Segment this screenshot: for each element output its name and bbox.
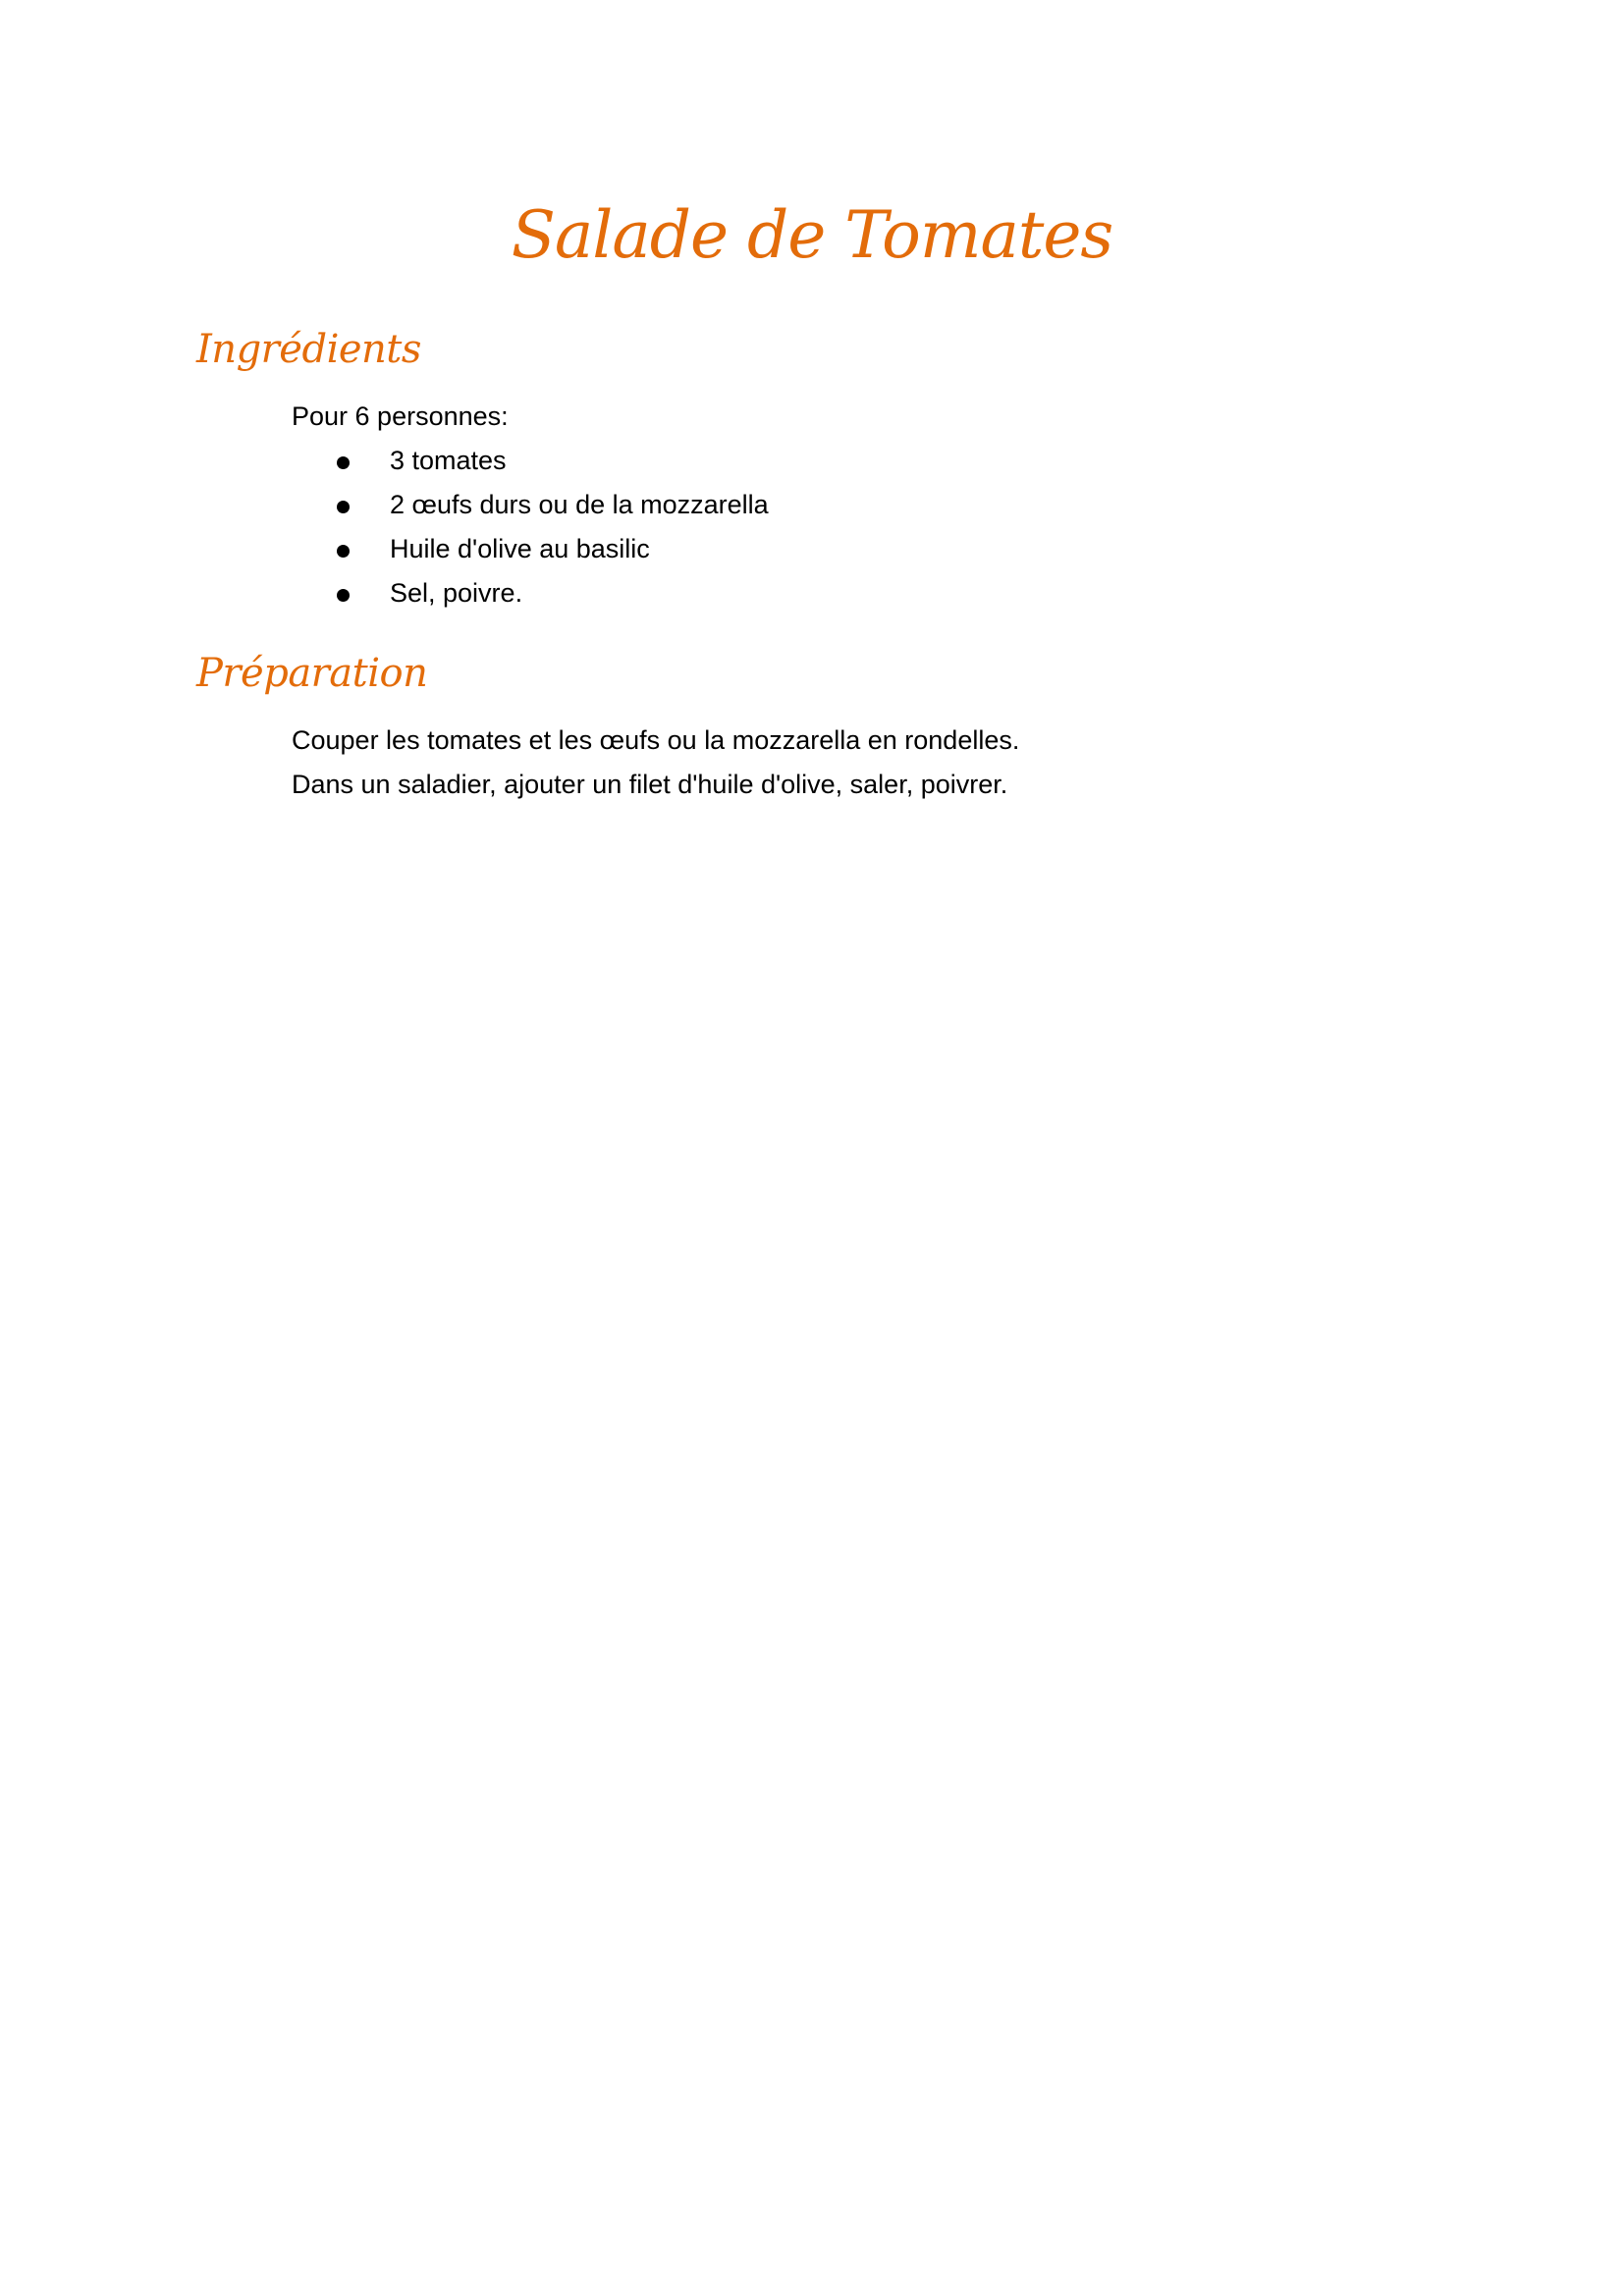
recipe-title: Salade de Tomates — [511, 197, 1113, 273]
ingredient-label: Huile d'olive au basilic — [390, 534, 650, 563]
preparation-heading: Préparation — [196, 651, 428, 696]
ingredients-heading: Ingrédients — [196, 327, 421, 372]
preparation-step: Dans un saladier, ajouter un filet d'huile d'olive, saler, poivrer. — [292, 770, 1008, 799]
servings-text: Pour 6 personnes: — [292, 401, 509, 431]
bullet-icon — [337, 501, 350, 513]
ingredient-label: Sel, poivre. — [390, 578, 523, 608]
bullet-icon — [337, 589, 350, 602]
ingredient-label: 2 œufs durs ou de la mozzarella — [390, 490, 769, 519]
ingredient-label: 3 tomates — [390, 446, 507, 475]
bullet-icon — [337, 456, 350, 469]
preparation-step: Couper les tomates et les œufs ou la mozzarella en rondelles. — [292, 725, 1020, 755]
bullet-icon — [337, 545, 350, 558]
